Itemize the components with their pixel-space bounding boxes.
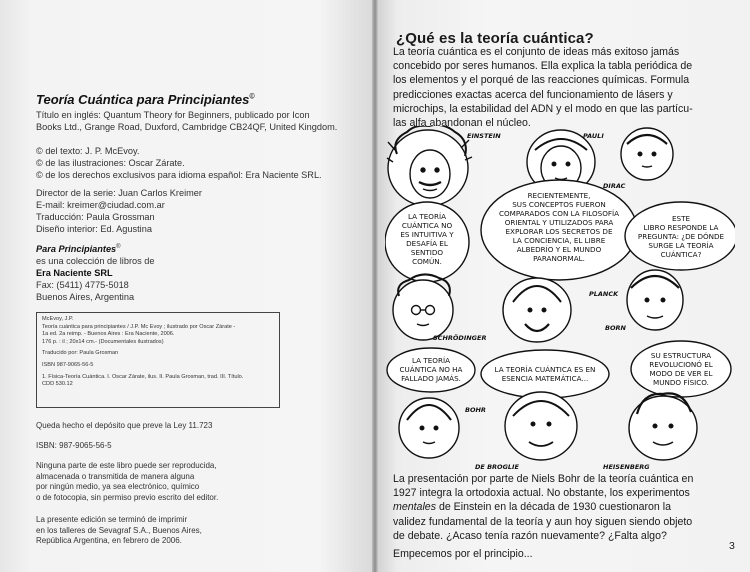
intro-line: predicciones exactas acerca del funcionamiento de lásers y bbox=[393, 88, 673, 101]
schrodinger-portrait bbox=[393, 274, 453, 340]
label-schrodinger: SCHRÖDINGER bbox=[433, 334, 487, 342]
bubble-text-line: ES INTUITIVA Y bbox=[400, 230, 454, 239]
bubble-text-line: SUS CONCEPTOS FUERON bbox=[512, 200, 606, 209]
original-title-line: Books Ltd., Grange Road, Duxford, Cambridge CB24QF, United Kingdom. bbox=[36, 122, 338, 132]
intro-line: microchips, la estabilidad del ADN y el modo en que las partícu- bbox=[393, 102, 693, 115]
bubble-text-line: PARANORMAL. bbox=[533, 254, 585, 263]
intro-line: La teoría cuántica es el conjunto de ideas más exitoso jamás bbox=[393, 46, 680, 58]
catalog-line: McEvoy, J.P. bbox=[42, 316, 74, 322]
printing-line: La presente edición se terminó de imprimir bbox=[36, 515, 188, 524]
heisenberg-portrait bbox=[629, 393, 697, 460]
rights-block bbox=[36, 461, 218, 503]
bubble-text-line: DESAFÍA EL bbox=[406, 239, 448, 248]
title-trademark: © bbox=[249, 93, 255, 101]
bubble-text-line: LA CONCIENCIA, EL LIBRE bbox=[512, 236, 606, 245]
bubble-text-line: REVOLUCIONÓ EL bbox=[649, 360, 713, 369]
bubble-text-line: LA TEORÍA bbox=[412, 356, 450, 365]
publisher-fax: Fax: (5411) 4775-5018 bbox=[36, 280, 129, 291]
bubble-text-line: SENTIDO bbox=[410, 248, 444, 257]
born-portrait bbox=[627, 270, 683, 330]
catalog-translator: Traducido por: Paula Grosman bbox=[42, 350, 119, 357]
catalog-isbn: ISBN 987-9065-56-5 bbox=[42, 361, 94, 368]
page-number: 3 bbox=[729, 540, 735, 552]
intro-paragraph bbox=[393, 45, 731, 130]
rights-line: o de fotocopia, sin permiso previo escrito del editor. bbox=[36, 492, 219, 502]
label-pauli: PAULI bbox=[583, 132, 604, 140]
original-title-line: Título en inglés: Quantum Theory for Beginners, publicado por Icon bbox=[36, 110, 310, 120]
bubble-text-line: LA TEORÍA CUÁNTICA ES EN bbox=[494, 365, 596, 374]
bubble-text-line: ORIENTAL Y UTILIZADOS PARA bbox=[504, 218, 614, 227]
bohr-portrait bbox=[399, 398, 459, 458]
collection-block bbox=[36, 241, 155, 303]
closing-line: de debate. ¿Acaso tenía razón nuevamente? ¿Falta algo? bbox=[393, 529, 667, 542]
bubble-text-line: COMPARADOS CON LA FILOSOFÍA bbox=[498, 209, 620, 218]
book-gutter bbox=[372, 0, 378, 572]
printing-line: República Argentina, en febrero de 2006. bbox=[36, 536, 182, 545]
bubble-text-line: LA TEORÍA bbox=[408, 212, 446, 221]
legal-deposit bbox=[36, 421, 212, 432]
closing-paragraph bbox=[393, 472, 731, 561]
printing-line: en los talleres de Sevagraf S.A., Buenos Aires, bbox=[36, 525, 202, 535]
bubble-text-line: CUÁNTICA NO HA bbox=[399, 365, 463, 374]
closing-line: 1927 integra la ortodoxia actual. No obstante, los experimentos bbox=[393, 487, 690, 500]
einstein-portrait bbox=[387, 126, 472, 206]
physicists-illustration bbox=[385, 126, 735, 471]
copyright-line: © de los derechos exclusivos para idioma español: Era Naciente SRL. bbox=[36, 170, 322, 180]
intro-line: las alfa abandonan el núcleo. bbox=[393, 117, 531, 130]
bubble-text-line: MUNDO FÍSICO. bbox=[653, 378, 709, 387]
rights-line: almacenada o transmitida de manera alguna bbox=[36, 471, 195, 481]
debroglie-portrait bbox=[505, 392, 577, 460]
book-title bbox=[36, 92, 255, 107]
isbn-text: ISBN: 987-9065-56-5 bbox=[36, 441, 112, 450]
bubble-text-line: LIBRO RESPONDE LA bbox=[643, 223, 719, 232]
dirac-portrait bbox=[621, 128, 673, 180]
publisher-name: Era Naciente SRL bbox=[36, 268, 113, 279]
credits-line: Director de la serie: Juan Carlos Kreimer bbox=[36, 188, 202, 198]
bubble-text-line: RECIENTEMENTE, bbox=[527, 191, 591, 200]
rights-line: por ningún medio, ya sea electrónico, químico bbox=[36, 482, 200, 491]
series-name: Para Principiantes bbox=[36, 244, 117, 255]
label-born: BORN bbox=[605, 324, 626, 332]
credits-line: Traducción: Paula Grossman bbox=[36, 212, 155, 222]
series-mark: ® bbox=[116, 244, 121, 250]
intro-line: los elementos y el porqué de las reacciones químicas. Formula bbox=[393, 74, 690, 87]
label-bohr: BOHR bbox=[465, 406, 486, 414]
original-title-block bbox=[36, 109, 337, 133]
planck-portrait bbox=[503, 278, 571, 342]
bubble-text-line: CUÁNTICA NO bbox=[401, 221, 453, 230]
credits-line: E-mail: kreimer@ciudad.com.ar bbox=[36, 200, 165, 210]
label-planck: PLANCK bbox=[589, 290, 619, 298]
catalog-card bbox=[36, 312, 280, 408]
bubble-text-line: ESTE bbox=[671, 214, 691, 223]
label-debroglie: DE BROGLIE bbox=[475, 463, 519, 471]
closing-line: validez fundamental de la teoría y aun hoy siguen siendo objeto bbox=[393, 515, 693, 528]
closing-line bbox=[393, 500, 731, 514]
printing-block bbox=[36, 515, 202, 547]
catalog-line: 176 p. : il ; 20x14 cm.- (Documentales ilustrados) bbox=[42, 338, 164, 345]
credits-line: Diseño interior: Ed. Agustina bbox=[36, 224, 152, 234]
closing-line-rest: de Einstein en la década de 1930 cuestionaron la bbox=[436, 501, 672, 514]
catalog-subject: 1. Física-Teoría Cuántica. I. Oscar Zárate, ilus. II. Paula Grosman, trad. III. Título. bbox=[42, 373, 244, 380]
closing-line: La presentación por parte de Niels Bohr de la teoría cuántica en bbox=[393, 473, 694, 485]
bubble-text-line: MODO DE VER EL bbox=[649, 369, 713, 378]
legal-deposit-text: Queda hecho el depósito que preve la Ley 11.723 bbox=[36, 421, 213, 430]
book-title-text: Teoría Cuántica para Principiantes bbox=[36, 92, 250, 107]
bubble-text-line: SU ESTRUCTURA bbox=[650, 351, 712, 360]
page-heading: ¿Qué es la teoría cuántica? bbox=[396, 30, 594, 47]
bubble-text-line: EXPLORAR LOS SECRETOS DE bbox=[505, 227, 613, 236]
bubble-text-line: FALLADO JAMÁS. bbox=[401, 374, 461, 383]
bubble-text-line: PREGUNTA: ¿DE DÓNDE bbox=[637, 232, 725, 241]
label-dirac: DIRAC bbox=[603, 182, 626, 190]
copyright-line: © de las ilustraciones: Oscar Zárate. bbox=[36, 158, 185, 168]
intro-line: concebido por seres humanos. Ella explica la tabla periódica de bbox=[393, 60, 693, 73]
closing-italic-word: mentales bbox=[393, 501, 436, 514]
copyright-block bbox=[36, 145, 322, 181]
rights-line: Ninguna parte de este libro puede ser reproducida, bbox=[36, 461, 217, 470]
copyright-line: © del texto: J. P. McEvoy. bbox=[36, 146, 140, 156]
credits-block bbox=[36, 187, 202, 235]
bubble-text-line: ESENCIA MATEMÁTICA... bbox=[501, 374, 589, 383]
isbn-line bbox=[36, 441, 112, 452]
bubble-text-line: CUÁNTICA? bbox=[660, 250, 702, 259]
closing-final-line: Empecemos por el principio... bbox=[393, 548, 533, 561]
collection-line: es una colección de libros de bbox=[36, 256, 155, 267]
publisher-city: Buenos Aires, Argentina bbox=[36, 292, 135, 303]
bubble-text-line: ALBEDRÍO Y EL MUNDO bbox=[516, 245, 602, 254]
label-einstein: EINSTEIN bbox=[467, 132, 501, 140]
catalog-subject: CDD 530.12 bbox=[42, 381, 73, 388]
bubble-text-line: COMÚN. bbox=[412, 257, 442, 266]
catalog-line: Teoría cuántica para principiantes / J.P. Mc Evoy ; ilustrado por Oscar Zárate - bbox=[42, 323, 236, 330]
catalog-line: 1a ed. 2a reimp. - Buenos Aires : Era Naciente, 2006. bbox=[42, 331, 175, 338]
bubble-text-line: SURGE LA TEORÍA bbox=[648, 241, 714, 250]
label-heisenberg: HEISENBERG bbox=[603, 463, 650, 471]
